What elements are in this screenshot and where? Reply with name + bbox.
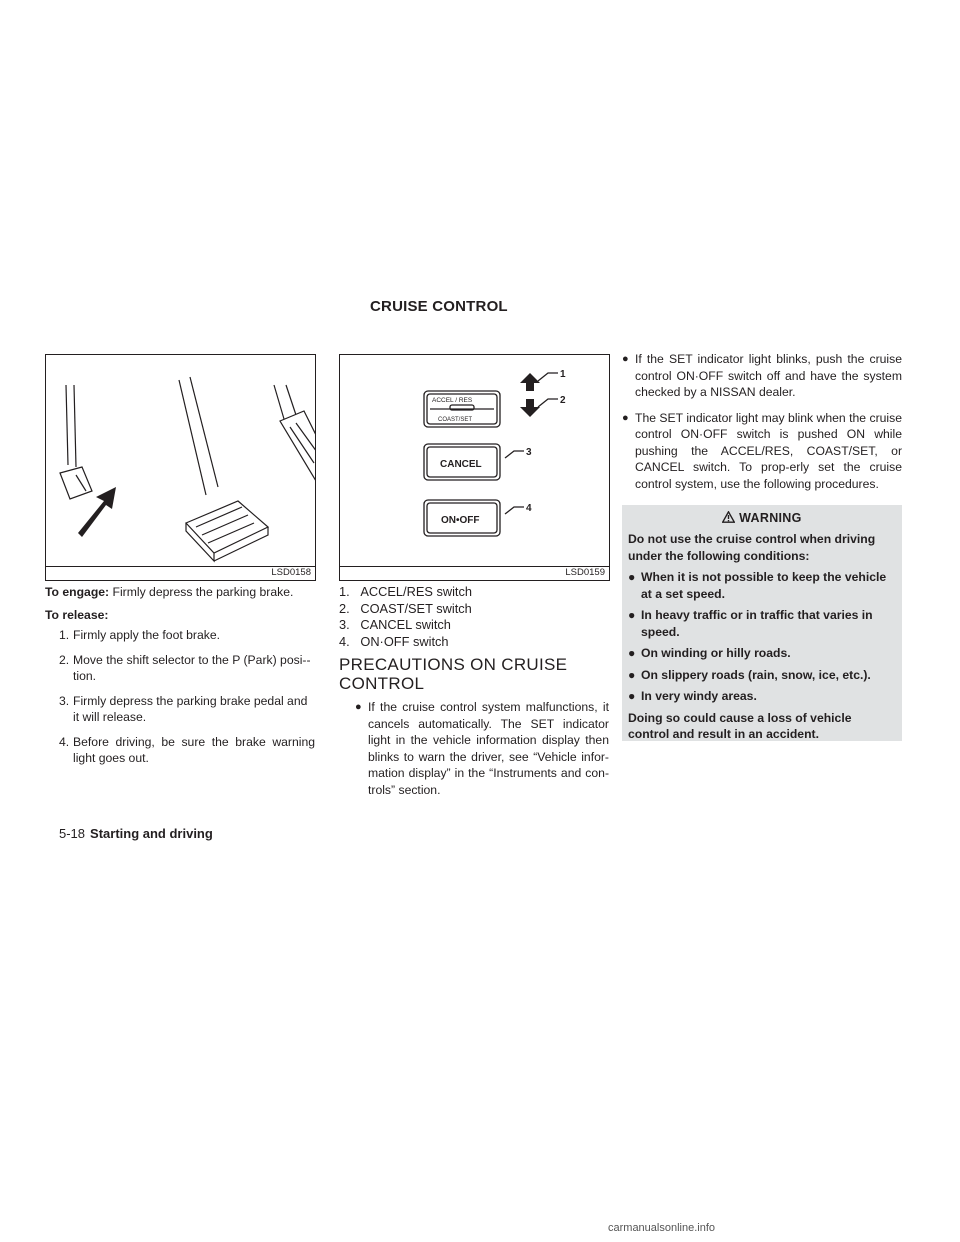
- list-item: ● On winding or hilly roads.: [628, 646, 791, 660]
- bullet-icon: ●: [628, 608, 636, 622]
- cancel-label: CANCEL: [440, 459, 482, 470]
- list-item: ● When it is not possible to keep the vehicle at a set speed.: [628, 570, 887, 601]
- list-item: 1. Firmly apply the foot brake.: [59, 628, 220, 642]
- list-item: ● If the cruise control system malfunctions, it cancels automatically. The SET indicator light in the vehicle information display then blinks to warn the driver, see “Vehicle infor-mation display” in the “Instruments and con-trols” section.: [355, 700, 609, 797]
- figure-code: LSD0158: [271, 567, 311, 578]
- bullet-icon: ●: [628, 667, 636, 682]
- figure-cruise-switches: [339, 354, 610, 581]
- legend-item: 2. COAST/SET switch: [339, 600, 472, 616]
- watermark: carmanualsonline.info: [608, 1222, 716, 1234]
- callout-2: 2: [560, 395, 566, 406]
- release-label: To release:: [45, 607, 109, 622]
- list-item: ● On slippery roads (rain, snow, ice, etc.).: [628, 667, 871, 682]
- legend-item: 1. ACCEL/RES switch: [339, 584, 473, 599]
- figure-code: LSD0159: [565, 567, 605, 578]
- legend-item: 3. CANCEL switch: [339, 617, 451, 632]
- engage-label: To engage:: [45, 585, 110, 599]
- bullet-icon: ●: [355, 701, 362, 713]
- cruise-switch-illustration: [340, 355, 609, 566]
- onoff-label: ON•OFF: [441, 515, 480, 526]
- footer-section: Starting and driving: [90, 826, 213, 841]
- legend-item: 4. ON·OFF switch: [339, 633, 449, 649]
- list-item: ● In heavy traffic or in traffic that varies in speed.: [628, 608, 873, 639]
- list-item: 4. Before driving, be sure the brake warning light goes out.: [59, 734, 315, 765]
- warning-triangle-icon: [722, 511, 735, 523]
- figure-parking-brake: [45, 354, 316, 581]
- bullet-icon: ●: [628, 570, 636, 584]
- list-item: ● In very windy areas.: [628, 689, 757, 703]
- switch-legend: [339, 584, 609, 807]
- list-item: 2. Move the shift selector to the P (Park) posi-tion.: [59, 652, 311, 683]
- callout-1: 1: [560, 369, 566, 380]
- warning-header: [622, 505, 902, 525]
- parking-brake-instructions: [45, 584, 315, 775]
- warning-intro: Do not use the cruise control when driving under the following conditions:: [628, 532, 876, 563]
- coast-set-label: COAST/SET: [438, 417, 473, 423]
- bullet-icon: ●: [628, 689, 636, 703]
- section-title: CRUISE CONTROL: [370, 298, 508, 315]
- set-indicator-notes: [622, 351, 902, 501]
- page-footer: [59, 826, 213, 841]
- precautions-heading: PRECAUTIONS ON CRUISE CONTROL: [339, 655, 568, 693]
- callout-3: 3: [526, 447, 532, 458]
- bullet-icon: ●: [622, 411, 629, 424]
- warning-outro: Doing so could cause a loss of vehicle control and result in an accident.: [628, 710, 852, 741]
- bullet-icon: ●: [628, 646, 636, 660]
- list-item: 3. Firmly depress the parking brake pedal and it will release.: [59, 693, 308, 724]
- accel-res-label: ACCEL / RES: [432, 397, 473, 404]
- bullet-icon: ●: [622, 353, 629, 365]
- parking-brake-illustration: [46, 355, 315, 566]
- warning-box: [622, 505, 902, 741]
- list-item: ● The SET indicator light may blink when the cruise control ON·OFF switch is pushed ON while pushing the ACCEL/RES, COAST/SET, or CANCEL switch. To prop-erly set the cruise control system, use the following procedures.: [622, 410, 902, 491]
- list-item: ● If the SET indicator light blinks, push the cruise control ON·OFF switch off and have the system checked by a NISSAN dealer.: [622, 352, 902, 399]
- warning-title: WARNING: [739, 511, 802, 525]
- engage-text: Firmly depress the parking brake.: [112, 585, 294, 599]
- callout-4: 4: [526, 503, 532, 514]
- page-number: 5-18: [59, 826, 86, 841]
